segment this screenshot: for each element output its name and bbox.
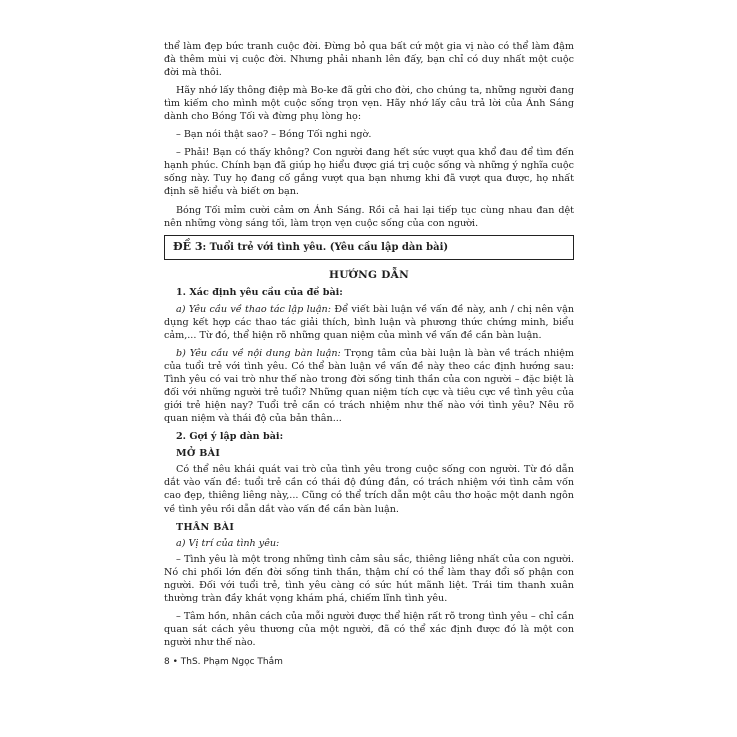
paragraph-continued: thể làm đẹp bức tranh cuộc đời. Đừng bỏ qua bất cứ một gia vị nào có thể làm đậm đà thêm mùi vị cuộc đời. Nhưng phải nhanh lên đấy, bạn chỉ có duy nhất một cuộc đời mà thôi. <box>164 41 574 79</box>
page-footer: 8 • ThS. Phạm Ngọc Thắm <box>164 657 283 667</box>
paragraph-message: Hãy nhớ lấy thông điệp mà Bo-ke đã gửi cho đời, cho chúng ta, những người đang tìm kiếm cho mình một cuộc sống trọn vẹn. Hãy nhớ lấy câu trả lời của Ánh Sáng dành cho Bóng Tối và đừng phụ lòng họ: <box>164 85 574 123</box>
guide-title: HƯỚNG DẪN <box>329 268 409 281</box>
dialogue-line-1: – Bạn nói thật sao? – Bóng Tối nghi ngờ. <box>176 129 372 141</box>
section-2-title: 2. Gợi ý lập dàn bài: <box>176 431 284 443</box>
item-b <box>164 347 574 425</box>
mo-bai-heading: MỞ BÀI <box>176 448 221 460</box>
than-bai-paragraph-2: – Tâm hồn, nhân cách của mỗi người được thể hiện rất rõ trong tình yêu – chỉ cần quan sát cách yêu thương của một người, đã có thể xác định được đó là một con người như thế nào. <box>164 610 574 648</box>
dialogue-line-2: – Phải! Bạn có thấy không? Con người đang hết sức vượt qua khổ đau để tìm đến hạnh phúc. Chính bạn đã giúp họ hiểu được giá trị cuộc sống và những ý nghĩa cuộc sống này. Tuy họ đang cố gắng vượt qua bạn nhưng khi đã vượt qua được, họ nhất định sẽ hiểu và biết ơn bạn. <box>164 147 574 198</box>
exercise-number: ĐỀ 3 <box>173 239 203 253</box>
exercise-heading-box <box>164 235 574 260</box>
than-bai-subsection-a: a) Vị trí của tình yêu: <box>176 537 280 549</box>
mo-bai-text: Có thể nêu khái quát vai trò của tình yêu trong cuộc sống con người. Từ đó dẫn dắt vào vấn đề: tuổi trẻ cần có thái độ đúng đắn, có trách nhiệm với tình cảm vốn cao đẹp, thiêng liêng này,... Cũng có thể trích dẫn một câu thơ hoặc một danh ngôn về tình yêu rồi dẫn dắt vào vấn đề cần bàn luận. <box>164 464 574 515</box>
paragraph-closing: Bóng Tối mỉm cười cảm ơn Ánh Sáng. Rồi cả hai lại tiếp tục cùng nhau đan dệt nên những vòng sáng tối, làm trọn vẹn cuộc sống của con người. <box>164 204 574 229</box>
exercise-topic: : Tuổi trẻ với tình yêu. (Yêu cầu lập dàn bài) <box>202 241 449 253</box>
section-1-title: 1. Xác định yêu cầu của đề bài: <box>176 286 343 298</box>
item-a <box>164 303 574 342</box>
item-b-text: Trọng tâm của bài luận là bàn về trách nhiệm của tuổi trẻ với tình yêu. Có thể bàn luận về vấn đề này theo các định hướng sau: Tình yêu có vai trò như thế nào trong đời sống tinh thần của con người – đặc biệt là đối với những người trẻ tuổi? Những quan niệm tích cực và tiêu cực về tình yêu của giới trẻ hiện nay? Tuổi trẻ cần có trách nhiệm như thế nào với tình yêu? Nêu rõ quan niệm và thái độ của bản thân... <box>164 348 575 425</box>
item-b-label: b) Yêu cầu về nội dung bàn luận: <box>176 348 341 360</box>
document-page <box>164 40 574 654</box>
than-bai-paragraph-1: – Tình yêu là một trong những tình cảm sâu sắc, thiêng liêng nhất của con người. Nó chi phối lớn đến đời sống tinh thần, thậm chí có thể làm thay đổi số phận con người. Đối với tuổi trẻ, tình yêu càng có sức hút mãnh liệt. Trái tim thanh xuân thường tràn đầy khát vọng khám phá, chiếm lĩnh tình yêu. <box>164 553 574 604</box>
item-a-label: a) Yêu cầu về thao tác lập luận: <box>176 303 331 315</box>
item-a-text: Để viết bài luận về vấn đề này, anh / chị nên vận dụng kết hợp các thao tác giải thích, bình luận và phương thức chứng minh, biểu cảm,... Từ đó, thể hiện rõ những quan niệm của mình về vấn đề cần bàn luận. <box>164 303 574 341</box>
than-bai-heading: THÂN BÀI <box>176 521 235 533</box>
